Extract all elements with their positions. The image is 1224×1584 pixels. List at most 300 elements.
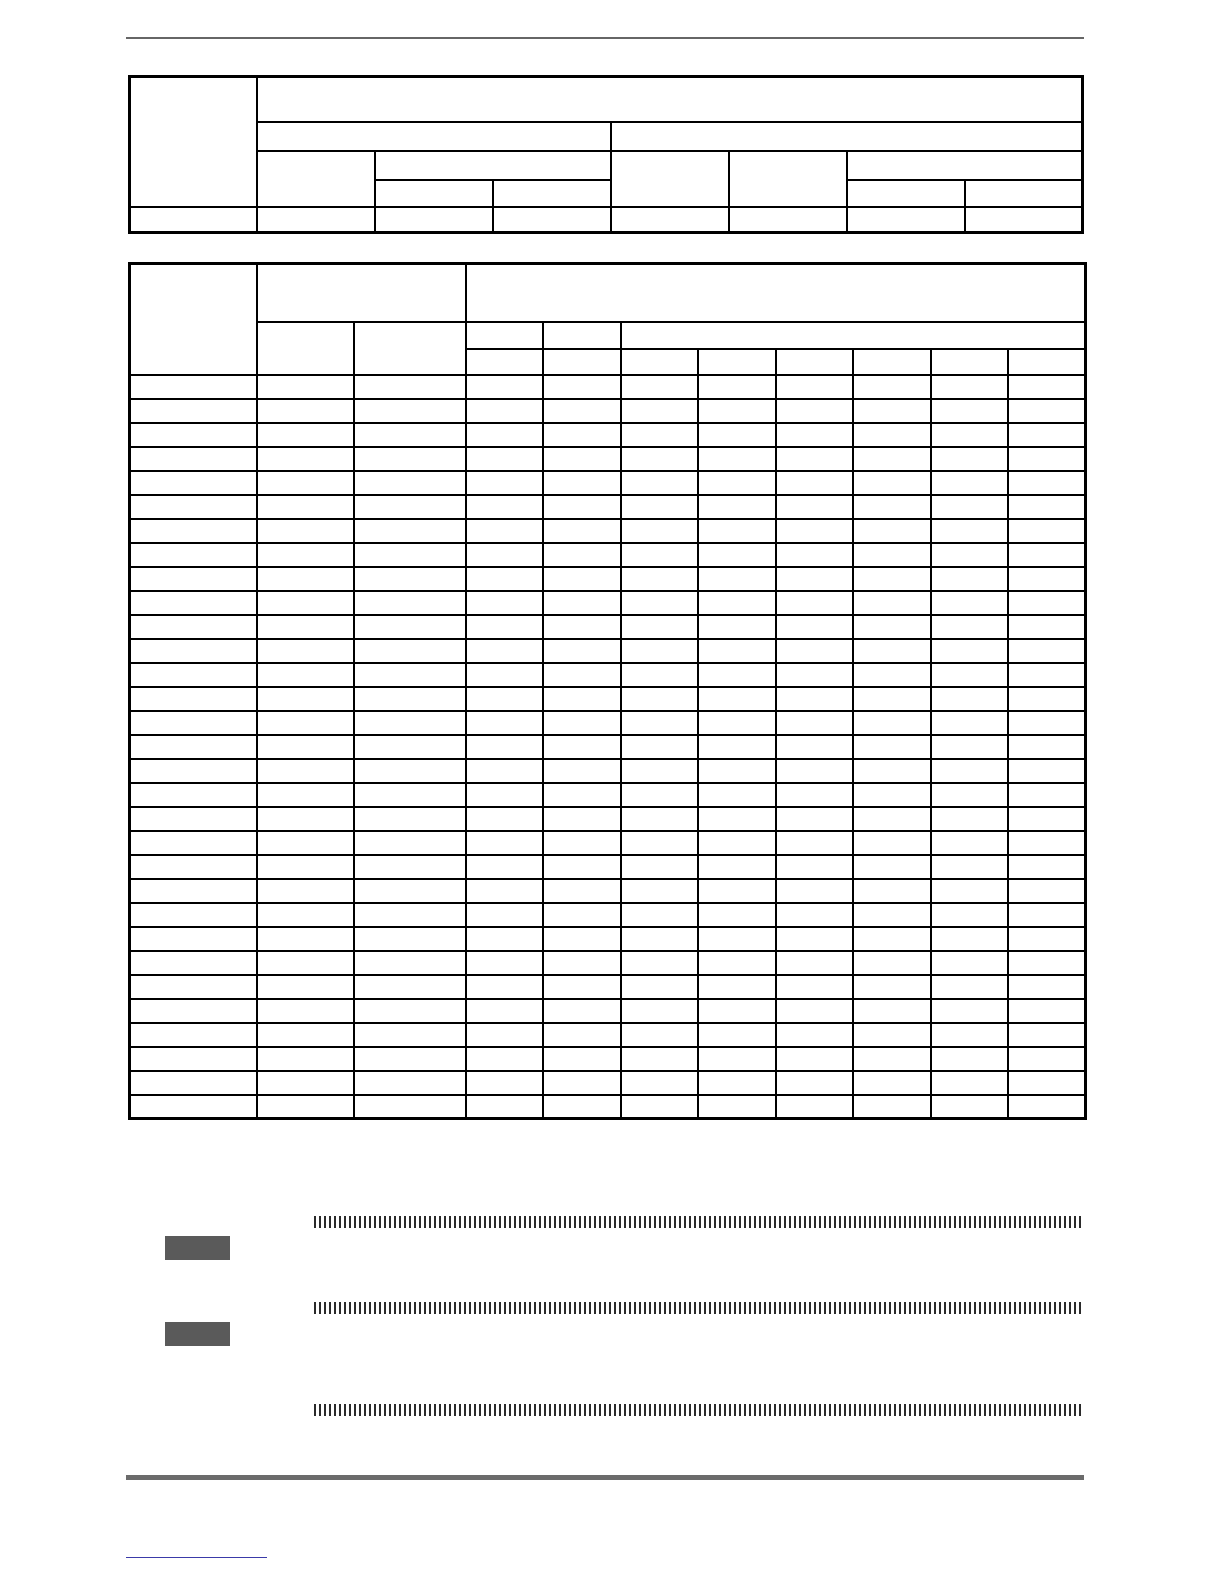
table2-cell xyxy=(853,591,931,615)
table1-col-header xyxy=(729,151,847,207)
table2-cell xyxy=(466,711,543,735)
table2-cell xyxy=(354,759,466,783)
table2-cell xyxy=(257,879,354,903)
table2-cell xyxy=(543,423,621,447)
table2-row xyxy=(130,567,1086,591)
table1-col-group-header xyxy=(847,151,1083,180)
table2-cell xyxy=(776,519,853,543)
table1-cell xyxy=(847,207,965,233)
table2-cell xyxy=(698,519,776,543)
table2-cell xyxy=(543,447,621,471)
table2-cell xyxy=(621,1095,698,1119)
table2-cell xyxy=(354,495,466,519)
table2-cell xyxy=(931,1047,1008,1071)
table2-cell xyxy=(621,399,698,423)
table2-cell xyxy=(621,639,698,663)
table1-row xyxy=(130,207,1083,233)
table2-cell xyxy=(776,447,853,471)
table2-cell xyxy=(543,1047,621,1071)
table2-col-subheader xyxy=(853,349,931,375)
table2-cell xyxy=(354,903,466,927)
table2-cell xyxy=(621,1047,698,1071)
table2-cell xyxy=(853,951,931,975)
table2-cell xyxy=(130,903,257,927)
table2-cell xyxy=(776,975,853,999)
table2-row xyxy=(130,807,1086,831)
table2-cell xyxy=(621,879,698,903)
table2-col-subheader xyxy=(776,349,853,375)
table2-cell xyxy=(257,783,354,807)
table2-cell xyxy=(931,951,1008,975)
footer-rule xyxy=(126,1475,1084,1480)
table2-cell xyxy=(776,903,853,927)
table2-cell xyxy=(354,831,466,855)
table2-cell xyxy=(776,495,853,519)
table2-cell xyxy=(466,975,543,999)
table2-cell xyxy=(1008,639,1086,663)
table2-cell xyxy=(1008,711,1086,735)
table2-cell xyxy=(257,543,354,567)
table2-cell xyxy=(621,423,698,447)
table2-cell xyxy=(543,1023,621,1047)
table2-row xyxy=(130,591,1086,615)
table2-cell xyxy=(543,735,621,759)
table2-cell xyxy=(466,831,543,855)
table2-cell xyxy=(1008,927,1086,951)
table2-cell xyxy=(621,591,698,615)
table2-cell xyxy=(1008,807,1086,831)
table2-cell xyxy=(354,1047,466,1071)
table2-cell xyxy=(130,399,257,423)
table2-cell xyxy=(621,663,698,687)
table2-cell xyxy=(1008,1023,1086,1047)
table2-cell xyxy=(776,831,853,855)
table2-cell xyxy=(853,639,931,663)
table2-cell xyxy=(1008,759,1086,783)
table2-cell xyxy=(354,519,466,543)
table2-cell xyxy=(931,543,1008,567)
table2-cell xyxy=(130,1071,257,1095)
table2-cell xyxy=(466,783,543,807)
table2-row xyxy=(130,1047,1086,1071)
table2-cell xyxy=(354,1095,466,1119)
table2-col-subheader xyxy=(931,349,1008,375)
table2-cell xyxy=(257,975,354,999)
table2-cell xyxy=(130,999,257,1023)
table2-cell xyxy=(698,1047,776,1071)
table2-cell xyxy=(853,375,931,399)
table2-cell xyxy=(698,855,776,879)
table2-cell xyxy=(853,519,931,543)
table2-cell xyxy=(257,1071,354,1095)
table2-cell xyxy=(853,903,931,927)
table2-cell xyxy=(466,447,543,471)
table2-cell xyxy=(130,687,257,711)
table2-cell xyxy=(130,879,257,903)
table2-cell xyxy=(853,471,931,495)
table2-cell xyxy=(853,999,931,1023)
table2-cell xyxy=(354,855,466,879)
table2-cell xyxy=(1008,663,1086,687)
table2-cell xyxy=(1008,495,1086,519)
table2-row xyxy=(130,471,1086,495)
table2-cell xyxy=(354,423,466,447)
table2-cell xyxy=(621,831,698,855)
table1-cell xyxy=(375,207,493,233)
summary-table xyxy=(128,75,1084,234)
table2-cell xyxy=(543,471,621,495)
table2-cell xyxy=(130,1047,257,1071)
table2-cell xyxy=(466,927,543,951)
table1-cell xyxy=(257,207,375,233)
table2-cell xyxy=(257,1095,354,1119)
table2-cell xyxy=(621,687,698,711)
table2-cell xyxy=(931,447,1008,471)
table2-cell xyxy=(698,999,776,1023)
table2-cell xyxy=(621,999,698,1023)
table2-cell xyxy=(543,1071,621,1095)
table2-cell xyxy=(931,711,1008,735)
table2-cell xyxy=(130,855,257,879)
table2-row xyxy=(130,1071,1086,1095)
table2-cell xyxy=(543,903,621,927)
table1-cell xyxy=(611,207,729,233)
table2-cell xyxy=(130,1023,257,1047)
table2-cell xyxy=(698,567,776,591)
table2-cell xyxy=(621,975,698,999)
table2-cell xyxy=(776,399,853,423)
table2-cell xyxy=(466,375,543,399)
table2-cell xyxy=(130,759,257,783)
table2-cell xyxy=(466,879,543,903)
table2-cell xyxy=(130,567,257,591)
table2-cell xyxy=(543,639,621,663)
table2-cell xyxy=(698,735,776,759)
table2-cell xyxy=(257,687,354,711)
table2-cell xyxy=(1008,591,1086,615)
table2-cell xyxy=(130,447,257,471)
note-text-redacted xyxy=(314,1216,1084,1228)
table2-cell xyxy=(776,591,853,615)
table2-cell xyxy=(853,687,931,711)
table2-cell xyxy=(698,951,776,975)
table2-cell xyxy=(466,1095,543,1119)
table2-cell xyxy=(257,663,354,687)
table2-cell xyxy=(776,471,853,495)
table2-cell xyxy=(257,639,354,663)
table2-cell xyxy=(1008,1047,1086,1071)
table2-cell xyxy=(621,543,698,567)
table2-cell xyxy=(1008,399,1086,423)
table2-cell xyxy=(1008,783,1086,807)
table2-cell xyxy=(354,543,466,567)
table2-cell xyxy=(354,1023,466,1047)
table2-cell xyxy=(130,615,257,639)
table2-cell xyxy=(776,423,853,447)
table2-cell xyxy=(853,879,931,903)
table2-cell xyxy=(543,975,621,999)
table2-body xyxy=(130,375,1086,1119)
table2-cell xyxy=(354,735,466,759)
table2-cell xyxy=(543,687,621,711)
table2-cell xyxy=(853,1023,931,1047)
table2-cell xyxy=(466,999,543,1023)
table2-cell xyxy=(931,663,1008,687)
table2-cell xyxy=(698,831,776,855)
table2-cell xyxy=(543,759,621,783)
table2-cell xyxy=(466,399,543,423)
table2-cell xyxy=(130,519,257,543)
table2-cell xyxy=(776,783,853,807)
table2-cell xyxy=(543,807,621,831)
table2-cell xyxy=(698,759,776,783)
table2-row xyxy=(130,1023,1086,1047)
table2-cell xyxy=(130,975,257,999)
table2-cell xyxy=(543,375,621,399)
table2-cell xyxy=(621,471,698,495)
table2-cell xyxy=(931,759,1008,783)
table2-cell xyxy=(354,663,466,687)
table2-cell xyxy=(257,903,354,927)
table2-cell xyxy=(130,735,257,759)
table2-cell xyxy=(776,1023,853,1047)
table2-cell xyxy=(466,951,543,975)
table2-cell xyxy=(776,687,853,711)
table2-cell xyxy=(543,591,621,615)
table2-cell xyxy=(354,807,466,831)
table2-cell xyxy=(698,807,776,831)
table1-corner-header xyxy=(130,77,257,207)
header-rule xyxy=(126,37,1084,39)
table2-cell xyxy=(698,903,776,927)
table2-cell xyxy=(1008,423,1086,447)
table2-cell xyxy=(130,591,257,615)
table2-cell xyxy=(257,1023,354,1047)
table2-cell xyxy=(621,855,698,879)
table2-row xyxy=(130,375,1086,399)
table2-cell xyxy=(1008,1071,1086,1095)
table2-cell xyxy=(776,543,853,567)
table2-cell xyxy=(698,879,776,903)
table2-cell xyxy=(776,1071,853,1095)
table2-row xyxy=(130,783,1086,807)
table2-cell xyxy=(776,639,853,663)
table2-col-subheader xyxy=(543,349,621,375)
table2-cell xyxy=(543,879,621,903)
table2-cell xyxy=(466,1023,543,1047)
table2-cell xyxy=(853,423,931,447)
table2-cell xyxy=(853,759,931,783)
data-table xyxy=(128,262,1087,1120)
table2-row xyxy=(130,855,1086,879)
table2-cell xyxy=(543,783,621,807)
table2-row xyxy=(130,759,1086,783)
table2-cell xyxy=(1008,447,1086,471)
table2-cell xyxy=(698,783,776,807)
table2-cell xyxy=(466,903,543,927)
table2-cell xyxy=(776,999,853,1023)
table2-cell xyxy=(698,663,776,687)
table2-cell xyxy=(1008,1095,1086,1119)
table2-cell xyxy=(698,447,776,471)
table1-col-header xyxy=(611,151,729,207)
table2-cell xyxy=(621,1023,698,1047)
table2-cell xyxy=(776,567,853,591)
table2-col-header xyxy=(354,322,466,375)
table2-cell xyxy=(354,711,466,735)
table2-cell xyxy=(853,855,931,879)
table2-cell xyxy=(257,495,354,519)
table2-cell xyxy=(130,663,257,687)
table2-cell xyxy=(621,807,698,831)
table2-cell xyxy=(354,975,466,999)
table1-col-group-header xyxy=(375,151,611,180)
table2-row xyxy=(130,1095,1086,1119)
table2-cell xyxy=(931,591,1008,615)
table2-cell xyxy=(543,1095,621,1119)
table2-cell xyxy=(776,855,853,879)
table2-row xyxy=(130,615,1086,639)
table2-cell xyxy=(130,711,257,735)
table2-cell xyxy=(853,567,931,591)
table2-cell xyxy=(931,471,1008,495)
table1-cell xyxy=(493,207,611,233)
table2-cell xyxy=(130,495,257,519)
table2-cell xyxy=(698,975,776,999)
table2-cell xyxy=(776,663,853,687)
table2-cell xyxy=(776,711,853,735)
table2-cell xyxy=(621,495,698,519)
table2-cell xyxy=(257,759,354,783)
table2-cell xyxy=(354,999,466,1023)
table2-cell xyxy=(257,471,354,495)
table2-cell xyxy=(130,471,257,495)
table2-cell xyxy=(130,951,257,975)
table2-row xyxy=(130,399,1086,423)
table2-cell xyxy=(354,639,466,663)
table2-cell xyxy=(1008,831,1086,855)
table2-cell xyxy=(1008,903,1086,927)
table2-cell xyxy=(853,495,931,519)
table2-cell xyxy=(931,615,1008,639)
table2-cell xyxy=(853,1047,931,1071)
note-text-redacted xyxy=(314,1404,1084,1416)
table2-cell xyxy=(776,375,853,399)
table2-cell xyxy=(1008,999,1086,1023)
table1-group-header xyxy=(257,77,1083,122)
table2-row xyxy=(130,519,1086,543)
table2-cell xyxy=(931,783,1008,807)
table2-cell xyxy=(543,567,621,591)
table2-cell xyxy=(698,399,776,423)
table2-cell xyxy=(698,543,776,567)
table2-col-subheader xyxy=(1008,349,1086,375)
table1-subgroup-left xyxy=(257,122,611,151)
table2-cell xyxy=(776,1095,853,1119)
table2-cell xyxy=(621,759,698,783)
table2-cell xyxy=(543,711,621,735)
table2-row xyxy=(130,927,1086,951)
table2-cell xyxy=(257,375,354,399)
table2-cell xyxy=(621,927,698,951)
table2-cell xyxy=(257,927,354,951)
table2-cell xyxy=(853,543,931,567)
table2-cell xyxy=(931,807,1008,831)
table2-cell xyxy=(853,1071,931,1095)
table2-cell xyxy=(698,927,776,951)
table2-cell xyxy=(776,735,853,759)
table2-cell xyxy=(776,879,853,903)
table2-cell xyxy=(354,375,466,399)
table2-cell xyxy=(931,927,1008,951)
table2-cell xyxy=(130,543,257,567)
table2-cell xyxy=(354,1071,466,1095)
table2-cell xyxy=(466,639,543,663)
table2-cell xyxy=(130,375,257,399)
table2-cell xyxy=(257,735,354,759)
table1-col-subheader xyxy=(493,180,611,207)
table2-cell xyxy=(1008,519,1086,543)
table2-row xyxy=(130,975,1086,999)
table2-cell xyxy=(621,711,698,735)
table2-cell xyxy=(776,759,853,783)
table2-cell xyxy=(466,855,543,879)
table2-cell xyxy=(1008,735,1086,759)
table2-cell xyxy=(698,687,776,711)
table2-cell xyxy=(466,591,543,615)
table2-row xyxy=(130,999,1086,1023)
table2-cell xyxy=(621,567,698,591)
table2-cell xyxy=(621,519,698,543)
table2-group-header xyxy=(466,264,1086,322)
table2-cell xyxy=(1008,615,1086,639)
table2-row xyxy=(130,687,1086,711)
table2-cell xyxy=(621,903,698,927)
table2-cell xyxy=(853,615,931,639)
table2-cell xyxy=(853,927,931,951)
table1-cell xyxy=(130,207,257,233)
table2-cell xyxy=(130,783,257,807)
table2-row xyxy=(130,951,1086,975)
table2-cell xyxy=(543,399,621,423)
table2-cell xyxy=(853,807,931,831)
table2-cell xyxy=(698,1023,776,1047)
table2-cell xyxy=(257,711,354,735)
note-text-redacted xyxy=(314,1302,1084,1314)
table2-cell xyxy=(621,447,698,471)
table2-corner-header xyxy=(130,264,257,375)
table2-cell xyxy=(931,1095,1008,1119)
table2-cell xyxy=(621,735,698,759)
table2-cell xyxy=(621,375,698,399)
table2-cell xyxy=(354,399,466,423)
table2-cell xyxy=(543,519,621,543)
table2-cell xyxy=(698,495,776,519)
table2-col-header xyxy=(543,322,621,349)
table2-cell xyxy=(931,1023,1008,1047)
footer-link[interactable] xyxy=(126,1557,267,1558)
table2-row xyxy=(130,663,1086,687)
table2-cell xyxy=(776,615,853,639)
table2-cell xyxy=(257,951,354,975)
table2-cell xyxy=(466,567,543,591)
table2-cell xyxy=(776,927,853,951)
table1-subgroup-right xyxy=(611,122,1083,151)
table2-row xyxy=(130,879,1086,903)
table2-row xyxy=(130,639,1086,663)
table2-cell xyxy=(466,663,543,687)
table2-cell xyxy=(130,831,257,855)
